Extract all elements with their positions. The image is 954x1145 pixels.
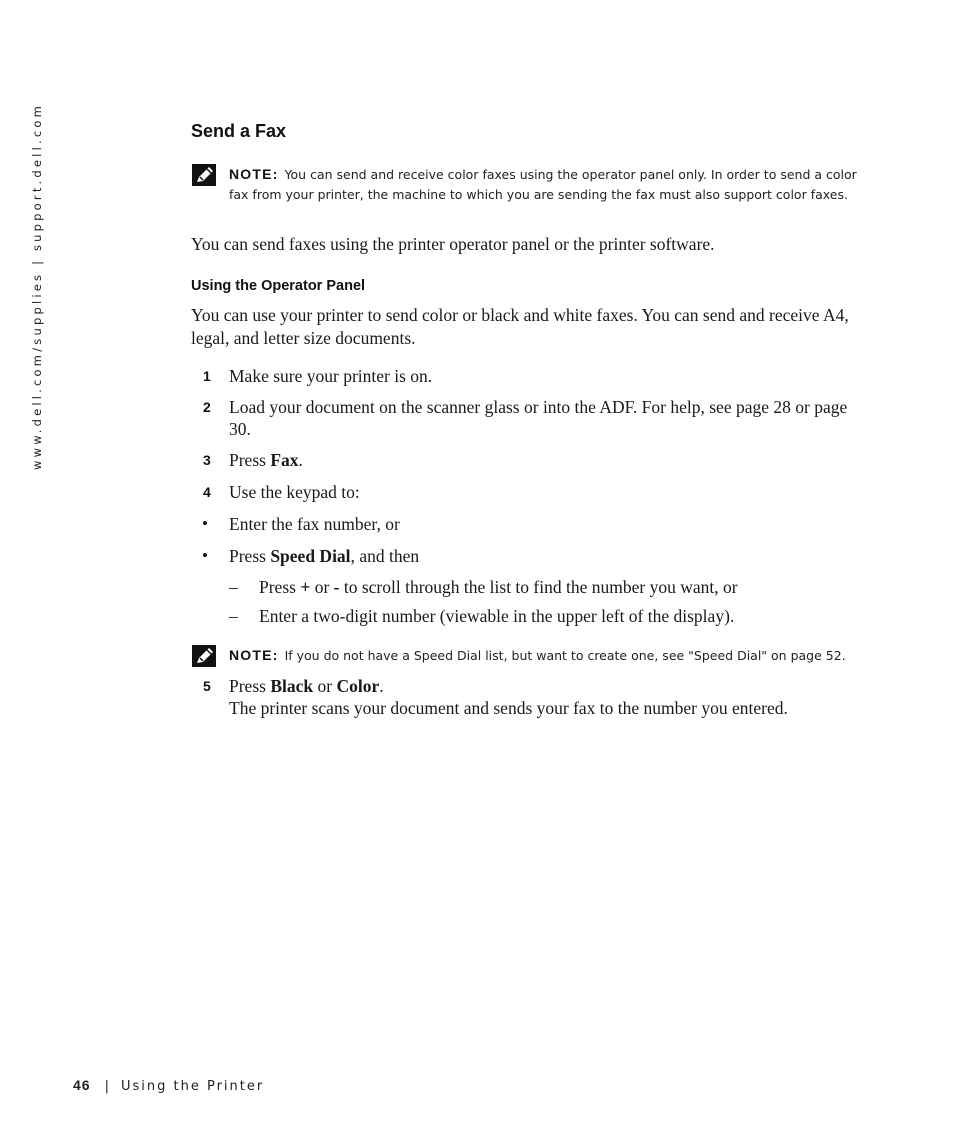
dash-text: Press <box>259 577 301 597</box>
note-color-fax <box>192 164 872 205</box>
dash-item <box>229 605 869 627</box>
page-number: 46 <box>73 1077 91 1093</box>
page-footer <box>73 1077 264 1094</box>
step-2 <box>191 396 861 440</box>
subsection-title: Using the Operator Panel <box>191 278 366 294</box>
step-number: 5 <box>203 678 211 694</box>
footer-separator: | <box>104 1079 109 1094</box>
bullet-item <box>191 513 861 535</box>
black-key-label: Black <box>270 676 314 696</box>
bullet-item <box>191 545 861 567</box>
bullet-symbol: • <box>202 514 208 533</box>
footer-section-name: Using the Printer <box>120 1079 265 1094</box>
step-text: Press <box>229 450 271 470</box>
dash-text: Enter a two-digit number (viewable in the upper left of the display). <box>259 606 735 626</box>
bullet-symbol: • <box>202 546 208 565</box>
step-text-end: . <box>379 676 384 696</box>
step-text: Make sure your printer is on. <box>229 366 433 386</box>
dash-text-end: to scroll through the list to find the number you want, or <box>339 577 738 597</box>
step-text: Use the keypad to: <box>229 482 360 502</box>
step-4 <box>191 481 861 503</box>
step-3 <box>191 449 861 471</box>
step-text: Press <box>229 676 271 696</box>
speed-dial-key-label: Speed Dial <box>270 546 351 566</box>
plus-key-label: + <box>300 577 311 597</box>
note-label: NOTE: <box>229 647 279 663</box>
note-text: You can send and receive color faxes using the operator panel only. In order to send a color fax from your printer, the machine to which you are sending the fax must also support color faxes. <box>229 167 857 202</box>
note-speed-dial <box>192 645 872 666</box>
note-pencil-icon <box>192 164 216 186</box>
minus-key-label: - <box>333 577 340 597</box>
dash-symbol: – <box>229 577 238 597</box>
step-text-mid: or <box>313 676 337 696</box>
step-number: 3 <box>203 452 211 468</box>
bullet-text-end: , and then <box>350 546 420 566</box>
step-text-end: . <box>298 450 303 470</box>
note-text: If you do not have a Speed Dial list, but want to create one, see "Speed Dial" on page 52. <box>284 648 846 663</box>
note-pencil-icon <box>192 645 216 667</box>
dash-item <box>229 576 869 598</box>
bullet-text: Press <box>229 546 271 566</box>
subsection-intro-paragraph: You can use your printer to send color or black and white faxes. You can send and receive A4, legal, and letter size documents. <box>191 305 849 348</box>
section-title: Send a Fax <box>191 121 287 141</box>
step-1 <box>191 365 861 387</box>
step-number: 2 <box>203 399 211 415</box>
dash-text-mid: or <box>310 577 334 597</box>
step-number: 4 <box>203 484 211 500</box>
fax-key-label: Fax <box>270 450 299 470</box>
step-number: 1 <box>203 368 211 384</box>
color-key-label: Color <box>336 676 380 696</box>
step-text: Load your document on the scanner glass or into the ADF. For help, see page 28 or page 30. <box>229 397 848 439</box>
bullet-text: Enter the fax number, or <box>229 514 400 534</box>
step-detail: The printer scans your document and sends your fax to the number you entered. <box>229 698 788 718</box>
step-5 <box>191 675 861 719</box>
sidebar-url-text: www.dell.com/supplies | support.dell.com <box>30 103 44 470</box>
dash-symbol: – <box>229 606 238 626</box>
note-label: NOTE: <box>229 166 279 182</box>
intro-paragraph: You can send faxes using the printer operator panel or the printer software. <box>191 234 715 254</box>
